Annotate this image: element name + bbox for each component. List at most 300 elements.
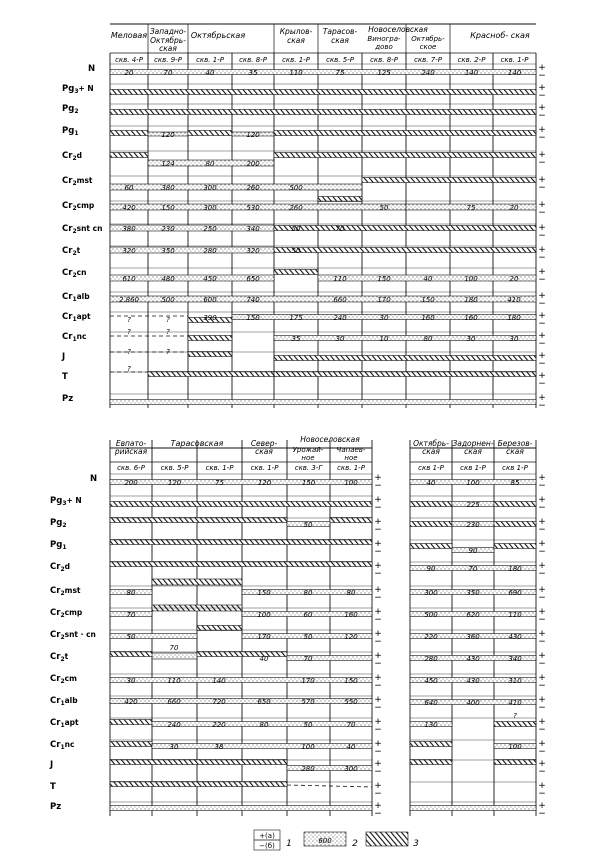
bl-pg2-band2 bbox=[330, 518, 372, 523]
top-cr2d-band bbox=[274, 153, 536, 158]
thickness-value: 340 bbox=[508, 655, 522, 663]
legend-label-3: 3 bbox=[413, 839, 419, 849]
region-oktyabrskaya-br: Октябрь- bbox=[413, 439, 449, 448]
region-oktyabrskoe: Октябрь- bbox=[411, 35, 445, 43]
well-label: скв. 1-Р bbox=[500, 56, 529, 64]
well-label: скв. 3-Г bbox=[294, 464, 323, 472]
plus-minus-sign-minus: − bbox=[538, 659, 546, 669]
thickness-value: 40 bbox=[259, 655, 269, 663]
region-zapadno-oktyabrskaya: Западно- bbox=[149, 27, 187, 36]
region-berezovskaya: Березов- bbox=[497, 439, 533, 448]
thickness-value: 480 bbox=[161, 275, 175, 283]
thickness-value: 150 bbox=[161, 204, 175, 212]
layer-label-top: $Cr_2mst$ bbox=[62, 176, 93, 187]
layer-label-bottom-left: J bbox=[50, 760, 54, 770]
thickness-value: 610 bbox=[122, 275, 136, 283]
plus-minus-sign: + bbox=[538, 673, 546, 683]
thickness-value: 80 bbox=[346, 589, 356, 597]
thickness-value: 30 bbox=[169, 743, 179, 751]
thickness-value: 40 bbox=[346, 743, 356, 751]
bl-cr1apt-hatch bbox=[110, 720, 152, 725]
thickness-value: 70 bbox=[468, 565, 478, 573]
plus-minus-sign-minus: − bbox=[538, 547, 546, 557]
thickness-value: 320 bbox=[122, 247, 136, 255]
thickness-value: 350 bbox=[466, 589, 480, 597]
plus-minus-sign: + bbox=[374, 473, 382, 483]
thickness-value: 380 bbox=[161, 184, 175, 192]
plus-minus-sign: + bbox=[538, 63, 546, 73]
thickness-value: 180 bbox=[464, 296, 478, 304]
thickness-value: 70 bbox=[303, 655, 313, 663]
plus-minus-sign: + bbox=[538, 651, 546, 661]
thickness-value: 30 bbox=[379, 314, 389, 322]
bl-cr2t-dots2 bbox=[287, 656, 372, 661]
plus-minus-sign-minus: − bbox=[374, 767, 382, 777]
thickness-value: 150 bbox=[246, 314, 260, 322]
well-label: скв 1-Р bbox=[460, 464, 486, 472]
thickness-value: 300 bbox=[203, 184, 217, 192]
thickness-value: ? bbox=[127, 365, 131, 373]
n-thickness-value: 110 bbox=[289, 69, 303, 77]
bl-pg3n1-band bbox=[110, 502, 372, 507]
thickness-value: 740 bbox=[246, 296, 260, 304]
thickness-value: 500 bbox=[289, 184, 303, 192]
top-j-hatch bbox=[188, 352, 232, 357]
plus-minus-sign-minus: − bbox=[538, 747, 546, 757]
layer-label-bottom-left: $Pg_2$ bbox=[50, 518, 67, 529]
top-t-hatch bbox=[148, 372, 274, 377]
plus-minus-sign: + bbox=[538, 739, 546, 749]
plus-minus-sign: + bbox=[538, 175, 546, 185]
plus-minus-sign: + bbox=[538, 223, 546, 233]
thickness-value: 180 bbox=[508, 565, 522, 573]
thickness-value: 550 bbox=[344, 698, 358, 706]
layer-label-bottom-left: $Cr_2cm$ bbox=[50, 674, 77, 685]
plus-minus-sign-minus: − bbox=[538, 789, 546, 799]
thickness-value: 280 bbox=[203, 247, 217, 255]
thickness-value: 90 bbox=[426, 565, 436, 573]
thickness-value: 300 bbox=[344, 765, 358, 773]
layer-label-bottom-left: Pz bbox=[50, 802, 62, 812]
thickness-value: 120 bbox=[344, 633, 358, 641]
well-label: скв. 2-Р bbox=[457, 56, 486, 64]
plus-minus-sign: + bbox=[374, 539, 382, 549]
well-label: скв 1-Р bbox=[418, 464, 444, 472]
n-thickness-value: 120 bbox=[257, 479, 272, 487]
plus-minus-sign-minus: − bbox=[538, 703, 546, 713]
plus-minus-sign: + bbox=[538, 759, 546, 769]
layer-label-bottom-left: $Cr_2t$ bbox=[50, 652, 69, 663]
thickness-value: 170 bbox=[257, 633, 271, 641]
thickness-value: 150 bbox=[377, 275, 391, 283]
plus-minus-sign-minus: − bbox=[538, 481, 546, 491]
thickness-value: 380 bbox=[122, 225, 136, 233]
thickness-value: 30 bbox=[335, 335, 345, 343]
n-thickness-value: 85 bbox=[510, 479, 520, 487]
thickness-value: 120 bbox=[246, 131, 260, 139]
top-cr2t-band bbox=[274, 248, 536, 253]
plus-minus-sign: + bbox=[538, 200, 546, 210]
thickness-value: 320 bbox=[246, 247, 260, 255]
legend-item-2-sample: 600 bbox=[318, 837, 332, 845]
top-pz-dots bbox=[110, 400, 536, 405]
n-thickness-value: 100 bbox=[466, 479, 480, 487]
region-tarasovskaya-2: ская bbox=[331, 36, 349, 45]
thickness-value: 80 bbox=[205, 160, 215, 168]
well-label: скв. 1-Р bbox=[250, 464, 279, 472]
thickness-value: ? bbox=[166, 348, 170, 356]
top-j-hatch2 bbox=[274, 356, 536, 361]
thickness-value: 130 bbox=[424, 721, 438, 729]
top-pg2-band bbox=[110, 110, 536, 115]
thickness-value: ? bbox=[166, 316, 170, 324]
region-chapaevnoe-2: ное bbox=[344, 454, 358, 462]
plus-minus-sign-minus: − bbox=[538, 208, 546, 218]
plus-minus-sign-minus: − bbox=[374, 547, 382, 557]
thickness-value: 690 bbox=[508, 589, 522, 597]
layer-label-top: Pz bbox=[62, 394, 74, 404]
thickness-value: 70 bbox=[126, 611, 136, 619]
thickness-value: 10 bbox=[379, 335, 389, 343]
br-pg2-hatch2 bbox=[494, 522, 536, 527]
plus-minus-sign: + bbox=[374, 561, 382, 571]
thickness-value: 38 bbox=[214, 743, 224, 751]
thickness-value: 70 bbox=[346, 721, 356, 729]
plus-minus-sign: + bbox=[538, 473, 546, 483]
layer-label-bottom-left: N bbox=[90, 474, 98, 484]
thickness-value: 100 bbox=[464, 275, 478, 283]
plus-minus-sign-minus: − bbox=[374, 481, 382, 491]
well-label: скв. 5-Р bbox=[326, 56, 354, 64]
thickness-value: 80 bbox=[259, 721, 269, 729]
well-label: скв. 4-Р bbox=[115, 56, 143, 64]
thickness-value: 110 bbox=[333, 275, 347, 283]
bl-cr1alb-dots bbox=[110, 699, 372, 704]
layer-label-bottom-left: $Cr_1nc$ bbox=[50, 740, 75, 751]
bl-cr2snt-hatch bbox=[197, 626, 242, 631]
top-cr1nc-hatch bbox=[188, 336, 232, 341]
thickness-value: 250 bbox=[203, 225, 217, 233]
thickness-value: 160 bbox=[344, 611, 358, 619]
thickness-value: 340 bbox=[246, 225, 260, 233]
thickness-value: 240 bbox=[167, 721, 181, 729]
plus-minus-sign-minus: − bbox=[538, 299, 546, 309]
plus-minus-sign: + bbox=[538, 561, 546, 571]
region-urozhainoe: Урожай- bbox=[292, 446, 324, 454]
plus-minus-sign-minus: − bbox=[538, 339, 546, 349]
plus-minus-sign-minus: − bbox=[374, 725, 382, 735]
thickness-value: 650 bbox=[246, 275, 260, 283]
thickness-value: 110 bbox=[167, 677, 181, 685]
plus-minus-sign-minus: − bbox=[538, 91, 546, 101]
plus-minus-sign: + bbox=[374, 585, 382, 595]
thickness-value: 80 bbox=[423, 335, 433, 343]
plus-minus-sign: + bbox=[374, 607, 382, 617]
plus-minus-sign: + bbox=[374, 781, 382, 791]
well-label: скв. 9-Р bbox=[154, 56, 182, 64]
thickness-value: ? bbox=[127, 316, 131, 324]
layer-label-top: $Cr_1apt$ bbox=[62, 312, 91, 323]
plus-minus-sign-minus: − bbox=[374, 503, 382, 513]
region-zapadno-oktyabrskaya-3: ская bbox=[159, 44, 177, 53]
bl-cr2snt-dots bbox=[110, 634, 197, 639]
region-evpatoriyskaya: Евпато- bbox=[115, 439, 147, 448]
region-krylovskaya: Крылов- bbox=[279, 27, 313, 36]
layer-label-top: $Cr_1alb$ bbox=[62, 292, 90, 303]
plus-minus-sign: + bbox=[538, 291, 546, 301]
thickness-value: 60 bbox=[303, 611, 313, 619]
plus-minus-sign: + bbox=[538, 717, 546, 727]
br-pz-dots bbox=[410, 806, 536, 811]
plus-minus-sign: + bbox=[538, 311, 546, 321]
br-cr1apt-hatch bbox=[494, 722, 536, 727]
well-label: скв. 7-Р bbox=[414, 56, 442, 64]
region-zapadno-oktyabrskaya-2: Октябрь- bbox=[150, 36, 186, 45]
thickness-value: 90 bbox=[468, 547, 478, 555]
layer-label-top: $Cr_2t$ bbox=[62, 246, 81, 257]
thickness-value: 140 bbox=[212, 677, 226, 685]
region-urozhainoe-2: ное bbox=[301, 454, 315, 462]
plus-minus-sign: + bbox=[538, 125, 546, 135]
n-thickness-value: 120 bbox=[167, 479, 182, 487]
thickness-value: 300 bbox=[424, 589, 438, 597]
br-j-hatch2 bbox=[494, 760, 536, 765]
plus-minus-sign-minus: − bbox=[538, 809, 546, 819]
thickness-value: 720 bbox=[212, 698, 226, 706]
thickness-value: 2.860 bbox=[118, 296, 140, 304]
top-cr2mst-dots bbox=[110, 184, 362, 190]
thickness-value: 360 bbox=[466, 633, 480, 641]
plus-minus-sign: + bbox=[538, 517, 546, 527]
thickness-value: 280 bbox=[424, 655, 438, 663]
thickness-value: 160 bbox=[421, 314, 435, 322]
thickness-value: 175 bbox=[289, 314, 303, 322]
bl-cr2t-dots bbox=[152, 653, 197, 659]
thickness-value: 50 bbox=[303, 633, 313, 641]
thickness-value: 124 bbox=[161, 160, 175, 168]
thickness-value: 50 bbox=[303, 721, 313, 729]
n-thickness-value: 40 bbox=[426, 479, 436, 487]
thickness-value: ? bbox=[513, 712, 517, 720]
thickness-value: 70 bbox=[335, 225, 345, 233]
thickness-value: 450 bbox=[203, 275, 217, 283]
layer-label-top: N bbox=[88, 64, 96, 74]
region-evpatoriyskaya-2: рийская bbox=[114, 447, 148, 456]
legend-item-1-bottom: −(б) bbox=[259, 842, 275, 850]
thickness-value: 200 bbox=[246, 160, 260, 168]
thickness-value: 35 bbox=[291, 335, 301, 343]
br-j-hatch bbox=[410, 760, 452, 765]
region-krasnob: Красноб- ская bbox=[470, 31, 530, 40]
n-thickness-value: 40 bbox=[205, 69, 215, 77]
thickness-value: 225 bbox=[466, 501, 480, 509]
thickness-value: 170 bbox=[377, 296, 391, 304]
well-label: скв. 8-Р bbox=[370, 56, 398, 64]
plus-minus-sign-minus: − bbox=[538, 231, 546, 241]
bl-j-dots bbox=[287, 766, 372, 771]
plus-minus-sign: + bbox=[538, 393, 546, 403]
thickness-value: 420 bbox=[122, 204, 136, 212]
thickness-value: 50 bbox=[303, 521, 313, 529]
layer-label-top: J bbox=[62, 352, 66, 362]
plus-minus-sign-minus: − bbox=[374, 681, 382, 691]
bl-pg1-band bbox=[110, 540, 372, 545]
plus-minus-sign: + bbox=[374, 673, 382, 683]
thickness-value: 220 bbox=[212, 721, 226, 729]
thickness-value: 410 bbox=[508, 699, 522, 707]
thickness-value: 660 bbox=[167, 698, 181, 706]
n-thickness-value: 125 bbox=[377, 69, 391, 77]
top-cr2mst-band bbox=[362, 178, 536, 183]
plus-minus-sign: + bbox=[374, 517, 382, 527]
region-zadornenskaya: Задорнен- bbox=[452, 439, 494, 448]
thickness-value: 530 bbox=[246, 204, 260, 212]
plus-minus-sign: + bbox=[374, 739, 382, 749]
thickness-value: 430 bbox=[466, 677, 480, 685]
bl-pg2-band bbox=[110, 518, 287, 523]
thickness-value: 170 bbox=[301, 677, 315, 685]
plus-minus-sign: + bbox=[538, 539, 546, 549]
thickness-value: 430 bbox=[508, 633, 522, 641]
plus-minus-sign: + bbox=[374, 801, 382, 811]
bl-n-band bbox=[110, 480, 372, 485]
plus-minus-sign: + bbox=[538, 607, 546, 617]
thickness-value: 50 bbox=[291, 225, 301, 233]
thickness-value: 400 bbox=[466, 699, 480, 707]
thickness-value: 390 bbox=[203, 314, 217, 322]
thickness-value: 30 bbox=[126, 677, 136, 685]
bl-cr2t-hatch bbox=[110, 652, 152, 657]
thickness-value: 310 bbox=[508, 677, 522, 685]
n-thickness-value: 75 bbox=[335, 69, 345, 77]
layer-label-bottom-left: $Cr_2d$ bbox=[50, 562, 70, 573]
thickness-value: 620 bbox=[466, 611, 480, 619]
plus-minus-sign-minus: − bbox=[374, 615, 382, 625]
plus-minus-sign-minus: − bbox=[538, 593, 546, 603]
plus-minus-sign: + bbox=[538, 629, 546, 639]
layer-label-bottom-left: $Cr_1apt$ bbox=[50, 718, 79, 729]
br-pg3n1-hatch2 bbox=[494, 502, 536, 507]
legend-label-2: 2 bbox=[352, 839, 358, 849]
bl-cr1nc-hatch bbox=[110, 742, 152, 747]
plus-minus-sign-minus: − bbox=[374, 637, 382, 647]
plus-minus-sign-minus: − bbox=[538, 275, 546, 285]
thickness-value: 240 bbox=[333, 314, 347, 322]
layer-label-top: $Pg_3+ N$ bbox=[62, 84, 94, 95]
thickness-value: ? bbox=[127, 328, 131, 336]
plus-minus-sign: + bbox=[538, 801, 546, 811]
plus-minus-sign: + bbox=[374, 717, 382, 727]
thickness-value: 640 bbox=[424, 699, 438, 707]
plus-minus-sign: + bbox=[374, 695, 382, 705]
thickness-value: 110 bbox=[508, 611, 522, 619]
plus-minus-sign-minus: − bbox=[374, 659, 382, 669]
thickness-value: 50 bbox=[379, 204, 389, 212]
region-tarasovskaya-bottom: Тарасовская bbox=[170, 439, 224, 448]
region-vinogradovo: Виногра- bbox=[367, 35, 401, 43]
top-cr2d-band bbox=[110, 153, 148, 158]
region-tarasovskaya: Тарасов- bbox=[322, 27, 358, 36]
thickness-value: 75 bbox=[466, 204, 476, 212]
n-thickness-value: 140 bbox=[507, 69, 522, 77]
thickness-value: 100 bbox=[301, 743, 315, 751]
plus-minus-sign-minus: − bbox=[538, 71, 546, 81]
thickness-value: 80 bbox=[303, 589, 313, 597]
region-severskaya-2: ская bbox=[255, 447, 273, 456]
plus-minus-sign-minus: − bbox=[374, 747, 382, 757]
layer-label-bottom-left: $Cr_2mst$ bbox=[50, 586, 81, 597]
well-label: скв. 1-Р bbox=[205, 464, 234, 472]
br-pg3n1-hatch bbox=[410, 502, 452, 507]
plus-minus-sign-minus: − bbox=[538, 525, 546, 535]
thickness-value: 70 bbox=[169, 644, 179, 652]
plus-minus-sign-minus: − bbox=[538, 359, 546, 369]
n-thickness-value: 150 bbox=[301, 479, 316, 487]
thickness-value: 60 bbox=[124, 184, 134, 192]
thickness-value: 20 bbox=[509, 204, 519, 212]
bl-cr1nc-dots bbox=[152, 744, 372, 749]
top-pg1-band bbox=[110, 131, 148, 136]
plus-minus-sign: + bbox=[538, 781, 546, 791]
region-melovaya: Меловая bbox=[110, 31, 148, 40]
layer-label-top: $Cr_2snt$ cn bbox=[62, 224, 103, 235]
n-thickness-value: 240 bbox=[421, 69, 435, 77]
thickness-value: 150 bbox=[257, 589, 271, 597]
plus-minus-sign: + bbox=[538, 351, 546, 361]
n-thickness-value: 140 bbox=[464, 69, 479, 77]
bl-cr2cm-dots bbox=[110, 678, 372, 683]
thickness-value: 650 bbox=[257, 698, 271, 706]
plus-minus-sign: + bbox=[538, 695, 546, 705]
top-pg1-band bbox=[274, 131, 536, 136]
thickness-value: 30 bbox=[509, 335, 519, 343]
layer-label-top: $Pg_1$ bbox=[62, 126, 79, 137]
plus-minus-sign-minus: − bbox=[538, 158, 546, 168]
n-thickness-value: 70 bbox=[163, 69, 173, 77]
layer-label-bottom-left: $Cr_2snt$ · cn bbox=[50, 630, 96, 641]
top-cr1nc-dots bbox=[274, 336, 536, 341]
thickness-value: 150 bbox=[421, 296, 435, 304]
plus-minus-sign-minus: − bbox=[538, 111, 546, 121]
region-berezovskaya-2: ская bbox=[506, 447, 524, 456]
plus-minus-sign: + bbox=[538, 83, 546, 93]
thickness-value: ? bbox=[127, 348, 131, 356]
top-cr2cmp-hatch bbox=[318, 197, 362, 202]
region-krylovskaya-2: ская bbox=[287, 36, 305, 45]
bl-cr2d-band bbox=[110, 562, 372, 567]
thickness-value: 570 bbox=[301, 698, 315, 706]
plus-minus-sign: + bbox=[538, 371, 546, 381]
layer-label-top: T bbox=[62, 372, 68, 382]
thickness-value: 300 bbox=[203, 204, 217, 212]
well-label: скв. 8-Р bbox=[239, 56, 267, 64]
thickness-value: 350 bbox=[161, 247, 175, 255]
legend-item-1-top: +(a) bbox=[259, 832, 275, 840]
plus-minus-sign-minus: − bbox=[374, 525, 382, 535]
thickness-value: 30 bbox=[466, 335, 476, 343]
layer-label-top: $Cr_1nc$ bbox=[62, 332, 87, 343]
thickness-value: 160 bbox=[464, 314, 478, 322]
n-thickness-value: 100 bbox=[344, 479, 358, 487]
region-oktyabrskaya: Октябрьская bbox=[190, 31, 246, 40]
thickness-value: 230 bbox=[161, 225, 175, 233]
thickness-value: 660 bbox=[333, 296, 347, 304]
plus-minus-sign: + bbox=[538, 150, 546, 160]
layer-label-bottom-left: $Pg_1$ bbox=[50, 540, 67, 551]
plus-minus-sign: + bbox=[538, 585, 546, 595]
plus-minus-sign: + bbox=[374, 651, 382, 661]
n-thickness-value: 35 bbox=[248, 69, 258, 77]
